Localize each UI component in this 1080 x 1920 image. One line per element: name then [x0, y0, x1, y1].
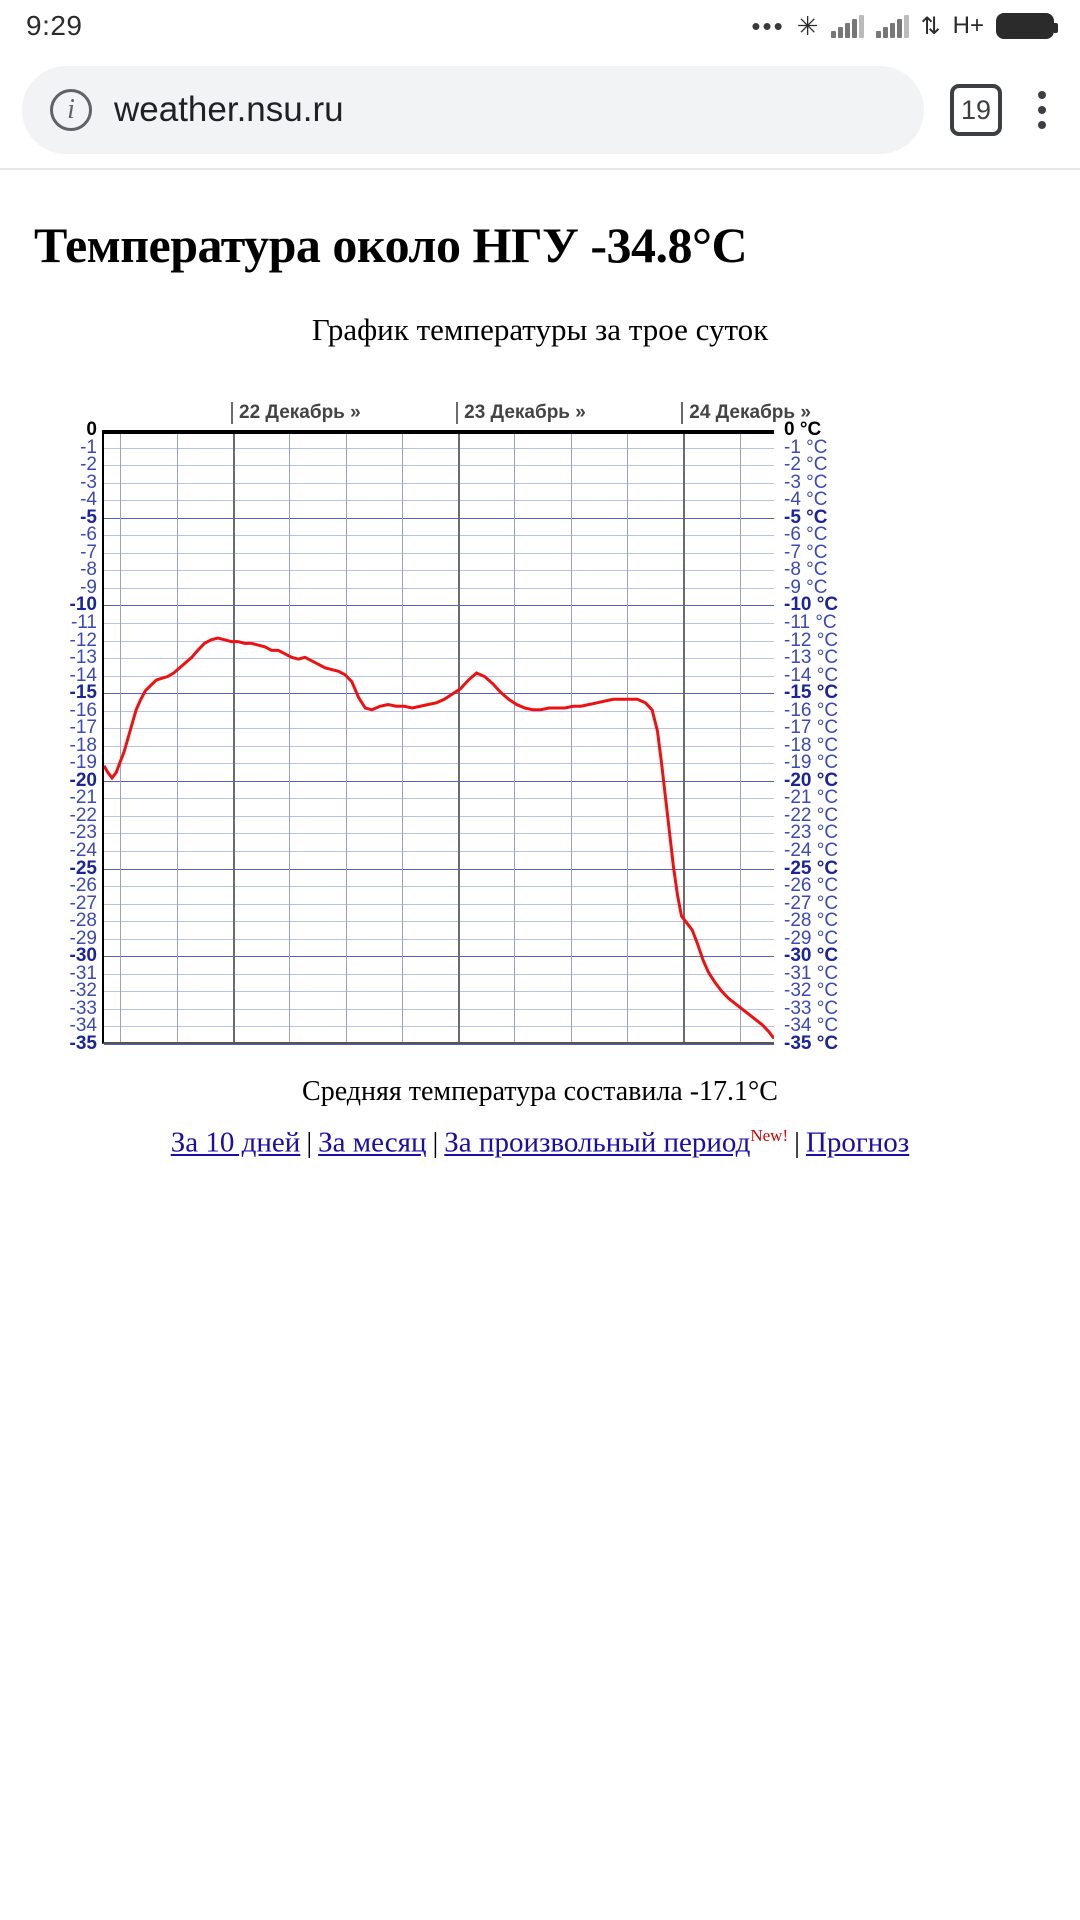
chart-area: [55, 396, 910, 1056]
chart-subtitle: График температуры за трое суток: [311, 312, 769, 347]
y-tick-label-left: -29: [69, 927, 97, 949]
y-tick-label-left: -11: [70, 611, 97, 633]
y-tick-label-left: -22: [69, 804, 97, 826]
signal-icon-2: [876, 14, 909, 38]
day-marker-label-2: 23 Декабрь »: [456, 402, 586, 424]
address-bar[interactable]: [22, 66, 924, 154]
y-tick-label-left: -10: [69, 594, 97, 616]
y-tick-label-right: -14 °C: [784, 664, 839, 686]
chart-y-axis-right: [776, 419, 886, 1054]
y-tick-label-left: -16: [69, 699, 97, 721]
data-transfer-icon: ⇅: [920, 12, 941, 40]
chart-y-axis-left: [55, 419, 101, 1054]
y-tick-label-right: -4 °C: [784, 489, 828, 511]
y-tick-label-right: -19 °C: [784, 752, 839, 774]
network-type-label: H+: [952, 12, 984, 39]
y-tick-label-right: -27 °C: [784, 892, 839, 914]
y-tick-label-left: -6: [80, 524, 97, 546]
y-tick-label-right: -7 °C: [784, 541, 828, 563]
y-tick-label-left: -25: [69, 857, 97, 879]
chart-plot: [102, 430, 774, 1044]
y-tick-label-right: -20 °C: [784, 769, 839, 791]
y-tick-label-right: -24 °C: [784, 840, 839, 862]
y-tick-label-right: -12 °C: [784, 629, 839, 651]
y-tick-label-right: -3 °C: [784, 471, 828, 493]
y-tick-label-left: -26: [69, 875, 97, 897]
y-tick-label-right: -30 °C: [784, 945, 839, 967]
bluetooth-icon: ✳: [796, 10, 819, 41]
y-tick-label-left: -5: [80, 506, 97, 528]
link-forecast[interactable]: Прогноз: [805, 1126, 910, 1159]
y-tick-label-right: -34 °C: [784, 1015, 839, 1037]
y-tick-label-right: -18 °C: [784, 734, 839, 756]
temperature-line: [104, 638, 774, 1038]
link-10-days[interactable]: За 10 дней: [170, 1126, 301, 1159]
signal-icon-1: [831, 14, 864, 38]
y-tick-label-left: -30: [69, 945, 97, 967]
y-tick-label-right: -2 °C: [784, 454, 828, 476]
y-tick-label-right: -28 °C: [784, 910, 839, 932]
y-tick-label-left: -34: [69, 1015, 97, 1037]
y-tick-label-right: -26 °C: [784, 875, 839, 897]
link-month[interactable]: За месяц: [318, 1126, 427, 1159]
y-tick-label-left: -33: [69, 997, 97, 1019]
tab-switcher-button[interactable]: 19: [950, 84, 1002, 136]
browser-toolbar: [0, 52, 1080, 170]
status-bar: [0, 0, 1080, 52]
day-marker-label-1: 22 Декабрь »: [231, 402, 361, 424]
y-tick-label-left: -23: [69, 822, 97, 844]
y-tick-label-left: -31: [69, 962, 97, 984]
y-tick-label-left: -9: [80, 576, 97, 598]
y-tick-label-right: -8 °C: [784, 559, 828, 581]
status-icons: [751, 11, 1054, 42]
average-temperature-note: Средняя температура составила -17.1°C: [302, 1076, 778, 1107]
y-tick-label-right: -10 °C: [784, 594, 839, 616]
y-tick-label-left: -35: [69, 1033, 97, 1054]
y-tick-label-right: -35 °C: [784, 1033, 839, 1054]
y-tick-label-left: -24: [69, 840, 97, 862]
overflow-menu-icon[interactable]: [1032, 91, 1052, 129]
y-tick-label-right: -16 °C: [784, 699, 839, 721]
y-tick-label-right: -13 °C: [784, 647, 839, 669]
y-tick-label-right: -22 °C: [784, 804, 839, 826]
y-tick-label-right: -31 °C: [784, 962, 839, 984]
y-tick-label-left: -28: [69, 910, 97, 932]
y-tick-label-left: -1: [80, 436, 97, 458]
y-tick-label-right: -17 °C: [784, 717, 839, 739]
y-tick-label-left: -27: [69, 892, 97, 914]
y-tick-label-right: -33 °C: [784, 997, 839, 1019]
y-tick-label-left: -8: [80, 559, 97, 581]
url-text: weather.nsu.ru: [114, 90, 344, 129]
y-tick-label-right: -6 °C: [784, 524, 828, 546]
page-content: [0, 216, 1080, 1160]
new-badge: New!: [750, 1126, 789, 1145]
y-tick-label-right: -15 °C: [784, 682, 839, 704]
page-title: Температура около НГУ -34.8°C: [34, 217, 748, 273]
y-tick-label-left: -4: [80, 489, 97, 511]
chart-temperature-series: [104, 430, 774, 1042]
status-clock: 9:29: [26, 10, 83, 41]
y-tick-label-right: -5 °C: [784, 506, 828, 528]
more-dots-icon: •••: [751, 11, 785, 41]
y-tick-label-right: -25 °C: [784, 857, 839, 879]
y-tick-label-left: -2: [80, 454, 97, 476]
y-tick-label-right: -9 °C: [784, 576, 828, 598]
y-tick-label-left: -3: [80, 471, 97, 493]
y-tick-label-left: -19: [69, 752, 97, 774]
y-tick-label-left: -13: [69, 647, 97, 669]
period-links: [0, 1126, 1080, 1160]
y-tick-label-right: -23 °C: [784, 822, 839, 844]
gridline-y: [104, 1044, 774, 1045]
y-tick-label-left: -18: [69, 734, 97, 756]
y-tick-label-right: -32 °C: [784, 980, 839, 1002]
y-tick-label-right: -1 °C: [784, 436, 828, 458]
temperature-chart: [0, 366, 1080, 1066]
link-custom-period[interactable]: За произвольный период: [444, 1126, 751, 1159]
y-tick-label-left: -17: [69, 717, 97, 739]
y-tick-label-left: 0: [86, 419, 97, 440]
y-tick-label-left: -20: [69, 769, 97, 791]
y-tick-label-left: -21: [69, 787, 97, 809]
y-tick-label-right: -21 °C: [784, 787, 839, 809]
link-separator-3: |: [794, 1126, 800, 1159]
y-tick-label-left: -32: [69, 980, 97, 1002]
y-tick-label-left: -14: [69, 664, 97, 686]
link-separator-2: |: [432, 1126, 439, 1159]
day-marker-label-3: 24 Декабрь »: [681, 402, 811, 424]
y-tick-label-left: -7: [80, 541, 97, 563]
y-tick-label-left: -12: [69, 629, 97, 651]
y-tick-label-right: 0 °C: [784, 419, 822, 440]
chart-day-markers: [102, 402, 811, 428]
info-icon[interactable]: i: [50, 89, 92, 131]
y-tick-label-right: -29 °C: [784, 927, 839, 949]
y-tick-label-left: -15: [69, 682, 97, 704]
link-separator-1: |: [306, 1126, 313, 1159]
y-tick-label-right: -11 °C: [784, 611, 837, 633]
battery-icon: [996, 13, 1054, 39]
